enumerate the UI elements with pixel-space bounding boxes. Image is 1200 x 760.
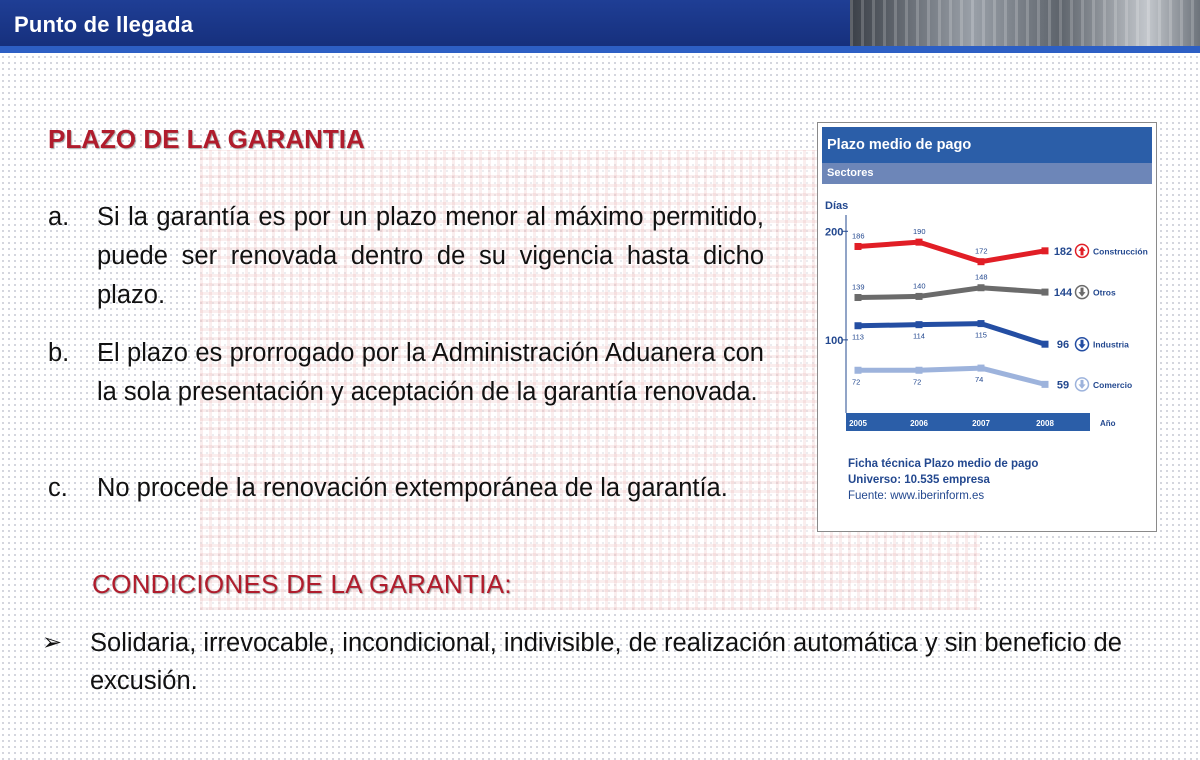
list-item-text: El plazo es prorrogado por la Administración Aduanera con la sola presentación y aceptación de la garantía renovada.	[97, 339, 764, 406]
data-point	[855, 322, 862, 329]
slide-header-title: Punto de llegada	[14, 12, 194, 37]
bullet-item	[42, 624, 1152, 700]
chart-footer-line3: Fuente: www.iberinform.es	[848, 490, 985, 502]
data-label: 186	[852, 231, 865, 241]
list-marker: b.	[48, 339, 70, 367]
section-title-plazo: PLAZO DE LA GARANTIA	[48, 124, 365, 154]
data-point	[916, 293, 923, 300]
legend-label: Industria	[1093, 339, 1129, 350]
header-photo	[850, 0, 1200, 46]
data-label: 190	[913, 227, 926, 237]
x-tick-label: 2006	[910, 419, 928, 428]
legend-label: Construcción	[1093, 246, 1148, 257]
data-point	[916, 321, 923, 328]
data-label: 148	[975, 272, 988, 282]
bullet-text: Solidaria, irrevocable, incondicional, indivisible, de realización automática y sin beneficio de excusión.	[90, 629, 1122, 695]
x-tick-label: 2005	[849, 419, 867, 428]
x-axis-label: Año	[1100, 419, 1116, 428]
legend-label: Otros	[1093, 287, 1116, 298]
data-point	[978, 258, 985, 265]
list-item-text: Si la garantía es por un plazo menor al máximo permitido, puede ser renovada dentro de su vigencia hasta dicho plazo.	[97, 203, 764, 309]
data-label: 114	[913, 331, 925, 341]
data-label: 139	[852, 282, 865, 292]
list-marker: a.	[48, 203, 70, 231]
list-item-text: No procede la renovación extemporánea de la garantía.	[97, 474, 728, 502]
data-point	[855, 243, 862, 250]
chart-subtitle: Sectores	[827, 167, 874, 179]
data-label: 115	[975, 330, 987, 340]
y-tick-label: 200	[825, 226, 844, 239]
data-point	[916, 367, 923, 374]
chart-footer	[848, 456, 1038, 504]
data-point	[855, 294, 862, 301]
chart-panel	[817, 122, 1157, 532]
data-label-last: 59	[1056, 379, 1070, 392]
data-label: 72	[852, 377, 861, 387]
data-label: 74	[975, 375, 984, 385]
chart-footer-line2: Universo: 10.535 empresa	[848, 474, 990, 486]
list-item-c	[48, 469, 764, 508]
data-point	[1042, 341, 1049, 348]
data-label-last: 144	[1053, 287, 1073, 300]
data-point	[916, 239, 923, 246]
data-label-last: 96	[1056, 339, 1070, 352]
data-point	[978, 320, 985, 327]
chart-footer-line1: Ficha técnica Plazo medio de pago	[848, 458, 1039, 470]
series-line	[858, 242, 1045, 262]
data-point	[1042, 247, 1049, 254]
data-point	[978, 284, 985, 291]
data-label-last: 182	[1053, 245, 1073, 258]
data-point	[855, 367, 862, 374]
list-item-a	[48, 198, 764, 315]
data-label: 113	[852, 332, 864, 342]
legend-label: Comercio	[1093, 379, 1133, 390]
y-axis-label: Días	[825, 200, 849, 212]
list-marker: c.	[48, 474, 68, 502]
data-label: 72	[913, 377, 922, 387]
data-point	[978, 365, 985, 372]
arrow-bullet-icon: ➢	[42, 629, 63, 656]
data-label: 140	[913, 281, 926, 291]
chart-title: Plazo medio de pago	[827, 137, 972, 153]
x-tick-label: 2008	[1036, 419, 1054, 428]
series-line	[858, 288, 1045, 298]
data-point	[1042, 381, 1049, 388]
series-line	[858, 324, 1045, 345]
y-tick-label: 100	[825, 334, 844, 347]
x-tick-label: 2007	[972, 419, 990, 428]
header-accent-line	[0, 46, 1200, 53]
section-title-condiciones: CONDICIONES DE LA GARANTIA:	[92, 569, 512, 599]
data-point	[1042, 289, 1049, 296]
data-label: 172	[975, 246, 988, 256]
list-item-b	[48, 334, 764, 412]
series-line	[858, 368, 1045, 387]
